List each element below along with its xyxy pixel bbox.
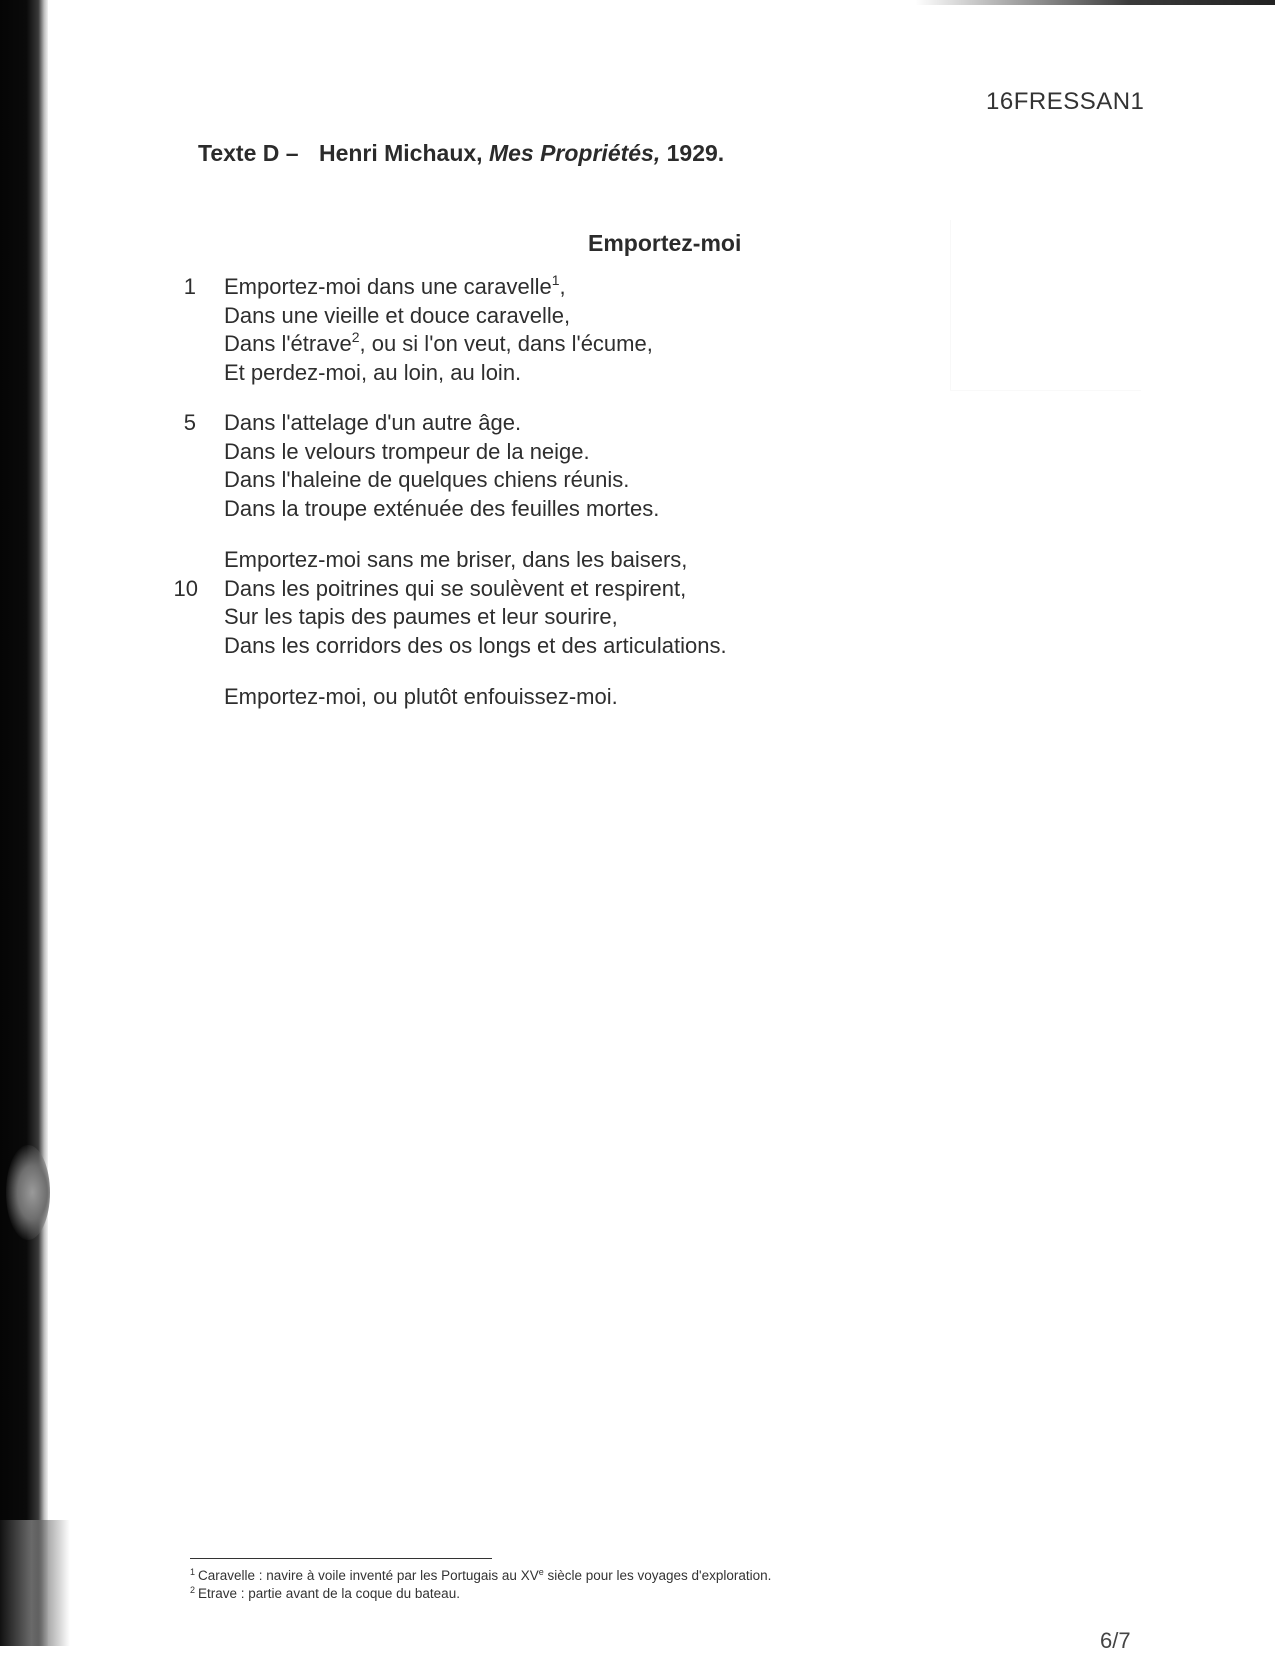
poem-verse: Sur les tapis des paumes et leur sourire, [224,604,618,629]
work-title: Mes Propriétés, [488,140,661,166]
line-number: 1 [183,274,196,299]
century-superscript: e [538,1567,544,1577]
poem-verse: Emportez-moi dans une caravelle$^1$, [224,272,566,299]
scan-left-edge [0,0,48,1646]
footnote-entry: $^1$ Caravelle : navire à voile inventé par les Portugais au XVe siècle pour les voyages d'exploration. [190,1567,772,1583]
footnote-separator [190,1558,492,1559]
poem-verse: Emportez-moi sans me briser, dans les baisers, [224,547,688,572]
bleed-through-ghost [950,220,1141,391]
footnote-number: 2 [190,1585,196,1595]
poem-verse: Dans les corridors des os longs et des articulations. [224,632,727,658]
footnote-entry: $^2$ Etrave : partie avant de la coque du bateau. [190,1585,460,1601]
document-code: 16FRESSAN1 [986,88,1145,115]
poem-verse: Dans l'attelage d'un autre âge. [224,410,522,435]
footnote-number: 1 [190,1567,196,1577]
line-number: 10 [173,575,198,601]
poem-verse: Dans une vieille et douce caravelle, [224,302,571,328]
poem-title: Emportez-moi [588,230,742,256]
poem-verse: Dans la troupe exténuée des feuilles mortes. [224,495,660,521]
scan-top-edge [915,0,1275,5]
poem-verse: Dans les poitrines qui se soulèvent et respirent, [224,575,687,601]
footnote-marker: 2 [351,329,360,345]
poem-verse: Et perdez-moi, au loin, au loin. [224,359,522,385]
scan-corner-shadow [0,1520,70,1646]
poem-verse: Dans l'étrave$^2$, ou si l'on veut, dans l'écume, [224,329,653,356]
scan-binding-notch [6,1145,50,1240]
poem-verse: Dans l'haleine de quelques chiens réunis. [224,467,630,492]
footnote-marker: 1 [551,272,560,288]
poem-verse: Emportez-moi, ou plutôt enfouissez-moi. [224,684,618,709]
author-name: Henri Michaux, [318,140,483,166]
publication-year: 1929. [666,140,725,166]
poem-verse: Dans le velours trompeur de la neige. [224,438,590,464]
page-number: 6/7 [1100,1628,1131,1653]
text-header [198,140,724,167]
line-number: 5 [183,410,196,435]
text-label: Texte D – [198,140,299,166]
